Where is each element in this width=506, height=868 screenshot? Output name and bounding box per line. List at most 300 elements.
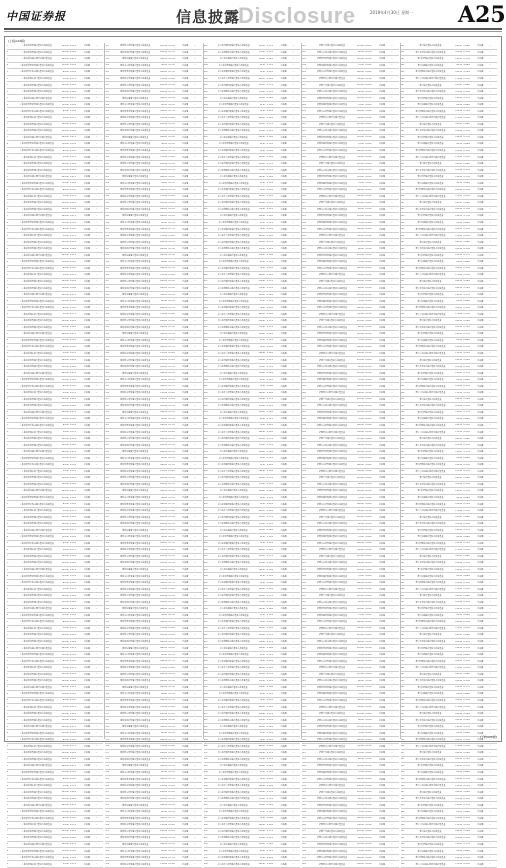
row-note: — <box>292 778 295 781</box>
row-note: — <box>292 372 295 375</box>
row-fund-name: 嘉实多元收益债券型证券投资基金 <box>415 169 446 172</box>
row-status: 已披露 <box>280 654 287 657</box>
row-seq: 402 <box>203 601 208 604</box>
row-share: 0.28% <box>463 712 470 715</box>
row-fund-name: 嘉实丰益纯债定期开放债券型基金 <box>415 431 446 434</box>
row-status: 已披露 <box>477 830 484 833</box>
row-status: 已披露 <box>280 562 287 565</box>
row-amount: 250.00 <box>160 241 168 244</box>
row-seq: 402 <box>203 129 208 132</box>
row-status: 已披露 <box>379 542 386 545</box>
row-share: 0.18% <box>70 797 77 800</box>
row-fund-name: 建信稳定增利债券型证券投资基金 <box>120 241 151 244</box>
row-note: — <box>193 810 196 813</box>
row-status: 已披露 <box>83 785 90 788</box>
row-fund-name: 招商产业债券型证券投资基金 <box>319 634 346 637</box>
row-fund-name: 招商安本增利债券型证券投资基金 <box>317 739 348 742</box>
row-status: 已披露 <box>83 307 90 310</box>
row-seq: 401 <box>203 751 208 754</box>
row-note: — <box>489 548 492 551</box>
row-status: 已披露 <box>83 91 90 94</box>
row-amount: 250.00 <box>160 280 168 283</box>
row-amount: 65.00 <box>456 692 463 695</box>
row-fund-name: 建信信用增强债券型证券投资基金 <box>120 778 151 781</box>
row-amount: 140.00 <box>160 463 168 466</box>
row-share: 0.11% <box>70 745 77 748</box>
row-seq: 602 <box>302 601 307 604</box>
row-fund-name: 嘉实债券型证券投资基金 <box>419 516 442 519</box>
row-seq: 201 <box>105 398 110 401</box>
row-status: 已披露 <box>182 510 189 513</box>
row-amount: 160.00 <box>258 706 266 708</box>
row-note: — <box>95 169 98 172</box>
row-amount: 105.00 <box>455 208 463 211</box>
row-note: — <box>95 503 98 506</box>
row-note: — <box>390 476 393 479</box>
row-note: — <box>390 588 393 591</box>
row-share: 0.22% <box>463 627 470 630</box>
row-note: — <box>292 732 295 735</box>
row-status: 已披露 <box>182 215 189 218</box>
row-note: — <box>292 90 295 93</box>
row-status: 已披露 <box>182 529 189 532</box>
row-share: 0.28% <box>463 594 470 597</box>
row-fund-name: 嘉实多元收益债券型证券投资基金 <box>415 248 446 251</box>
row-note: — <box>193 706 196 708</box>
row-amount: 200.00 <box>61 712 69 715</box>
row-seq: 804 <box>400 732 405 735</box>
row-status: 已披露 <box>182 104 189 107</box>
row-status: 已披露 <box>182 438 189 441</box>
row-amount: 175.00 <box>455 156 463 159</box>
row-amount: 160.00 <box>258 627 266 630</box>
row-share: 0.27% <box>266 162 274 165</box>
row-status: 已披露 <box>83 130 90 133</box>
row-share: 0.17% <box>463 450 470 453</box>
row-note: — <box>489 810 492 813</box>
row-note: — <box>292 463 295 466</box>
row-note: — <box>95 228 98 231</box>
row-seq: 206 <box>105 588 110 591</box>
row-status: 已披露 <box>477 863 484 866</box>
row-fund-name: 嘉实纯债债券型证券投资基金 <box>417 222 444 225</box>
row-share: 0.26% <box>365 516 372 519</box>
row-share: 0.31% <box>168 516 175 519</box>
row-seq: 404 <box>203 221 208 224</box>
row-amount: 190.00 <box>356 627 364 630</box>
row-amount: 110.00 <box>160 431 168 434</box>
row-amount: 200.00 <box>61 359 69 362</box>
row-note: — <box>489 738 492 741</box>
row-status: 已披露 <box>83 261 90 264</box>
row-share: 0.20% <box>266 352 274 355</box>
section-title-english: Disclosure <box>238 3 356 28</box>
row-status: 已披露 <box>83 280 90 283</box>
row-note: — <box>292 614 295 617</box>
row-status: 已披露 <box>182 254 189 257</box>
row-share: 0.15% <box>365 372 372 375</box>
row-amount: 210.00 <box>356 398 364 401</box>
row-share: 0.13% <box>463 365 470 368</box>
row-share: 0.20% <box>266 823 274 826</box>
row-seq: 805 <box>400 267 405 270</box>
row-status: 已披露 <box>379 464 386 467</box>
row-seq: 606 <box>302 509 307 512</box>
row-amount: 120.00 <box>61 535 69 538</box>
row-fund-name: 招商信用添利债券型证券投资基金 <box>317 136 348 139</box>
row-amount: 210.00 <box>356 673 364 676</box>
row-share: 0.19% <box>463 778 470 781</box>
row-amount: 300.00 <box>61 372 69 375</box>
row-amount: 70.00 <box>358 260 364 263</box>
row-status: 已披露 <box>182 189 189 192</box>
row-status: 已披露 <box>83 64 90 67</box>
row-share: 0.15% <box>70 535 77 538</box>
row-fund-name: 工银瑞信双利债券型证券投资基金 <box>21 287 52 290</box>
row-share: 0.37% <box>70 804 77 807</box>
row-fund-name: 易方达岁丰添利债券型证券投资基金 <box>217 117 250 120</box>
row-fund-name: 工银瑞信保本混合型证券投资基金 <box>21 235 52 238</box>
row-note: — <box>489 306 492 309</box>
row-status: 已披露 <box>379 110 386 113</box>
row-fund-name: 招商安心收益债券型证券投资基金 <box>317 169 348 172</box>
row-status: 已披露 <box>182 483 189 486</box>
row-note: — <box>390 483 393 486</box>
row-fund-name: 建信信用增强债券型证券投资基金 <box>120 660 151 663</box>
row-seq: 406 <box>203 548 208 551</box>
row-amount: 150.00 <box>61 129 69 132</box>
row-fund-name: 易方达信用债债券型证券投资基金 <box>218 575 249 578</box>
row-note: — <box>390 823 393 826</box>
row-fund-name: 招商信用添利债券型证券投资基金 <box>317 608 348 611</box>
row-fund-name: 嘉实丰益纯债定期开放债券型基金 <box>415 313 446 316</box>
row-share: 0.37% <box>70 293 77 296</box>
row-amount: 145.00 <box>356 463 364 466</box>
row-amount: 145.00 <box>356 856 364 859</box>
row-status: 已披露 <box>477 444 484 447</box>
row-fund-name: 易方达岁丰添利债券型证券投资基金 <box>217 863 250 866</box>
row-fund-name: 建信纯债债券型证券投资基金 <box>122 215 149 218</box>
row-seq: 404 <box>203 810 208 813</box>
row-note: — <box>193 633 196 636</box>
row-note: — <box>292 607 295 610</box>
row-seq: 401 <box>203 791 208 794</box>
row-share: 0.25% <box>70 201 77 204</box>
row-share: 0.11% <box>70 77 77 80</box>
row-fund-name: 工银瑞信四季收益债券型证券投资基金 <box>19 110 54 113</box>
row-share: 0.18% <box>70 247 77 250</box>
row-amount: 65.00 <box>456 732 463 735</box>
row-status: 已披露 <box>83 359 90 362</box>
row-note: — <box>95 339 98 342</box>
row-fund-name: 招商产业债券型证券投资基金 <box>319 438 346 441</box>
row-note: — <box>390 751 393 754</box>
row-seq: 401 <box>203 398 208 401</box>
row-fund-name: 易方达稳健收益债券型证券投资基金 <box>217 758 250 761</box>
row-amount: 135.00 <box>455 529 463 532</box>
row-share: 0.16% <box>266 568 274 571</box>
row-seq: 5 <box>7 228 9 231</box>
row-status: 已披露 <box>280 58 287 61</box>
row-note: — <box>193 129 196 132</box>
row-seq: 205 <box>105 699 110 702</box>
row-amount: 220.00 <box>258 437 266 440</box>
row-fund-name: 工银瑞信纯债定期开放债券型基金 <box>21 726 52 729</box>
row-status: 已披露 <box>477 45 484 48</box>
row-status: 已披露 <box>280 601 287 604</box>
row-amount: 120.00 <box>61 653 69 656</box>
row-note: — <box>193 823 196 826</box>
row-note: — <box>292 188 295 191</box>
row-seq: 202 <box>105 719 110 722</box>
row-note: — <box>390 110 393 113</box>
row-status: 已披露 <box>379 136 386 139</box>
row-status: 已披露 <box>477 333 484 336</box>
row-share: 0.10% <box>70 188 77 191</box>
row-status: 已披露 <box>280 758 287 761</box>
row-status: 已披露 <box>182 300 189 303</box>
row-seq: 604 <box>302 850 307 853</box>
row-share: 0.10% <box>365 561 372 564</box>
row-amount: 60.00 <box>161 653 168 656</box>
row-note: — <box>193 817 196 820</box>
row-seq: 2 <box>7 758 9 761</box>
row-amount: 145.00 <box>356 660 364 663</box>
row-amount: 200.00 <box>61 319 69 322</box>
row-seq: 601 <box>302 791 307 794</box>
row-note: — <box>390 431 393 434</box>
row-amount: 155.00 <box>455 503 463 506</box>
row-status: 已披露 <box>83 58 90 61</box>
row-fund-name: 易方达双债增强债券型证券投资基金 <box>217 267 250 270</box>
row-status: 已披露 <box>280 627 287 630</box>
row-share: 0.25% <box>70 123 77 126</box>
row-fund-name: 易方达双债增强债券型证券投资基金 <box>217 660 250 663</box>
row-amount: 135.00 <box>455 293 463 296</box>
row-fund-name: 招商稳祥定期开放债券型基金 <box>319 274 346 277</box>
row-fund-name: 易方达稳健收益债券型证券投资基金 <box>217 208 250 211</box>
row-note: — <box>489 424 492 427</box>
row-seq: 601 <box>302 594 307 597</box>
row-fund-name: 易方达信用债债券型证券投资基金 <box>218 811 249 814</box>
row-status: 已披露 <box>280 490 287 493</box>
row-share: 0.14% <box>168 391 175 394</box>
row-share: 0.25% <box>70 751 77 754</box>
row-share: 0.19% <box>463 581 470 584</box>
row-amount: 140.00 <box>160 542 168 545</box>
row-amount: 95.00 <box>259 260 266 263</box>
row-note: — <box>95 640 98 643</box>
row-fund-name: 工银瑞信添利债券型证券投资基金 <box>21 45 52 48</box>
row-seq: 405 <box>203 267 208 270</box>
row-fund-name: 建信双息红利债券型证券投资基金 <box>120 326 151 329</box>
row-note: — <box>390 561 393 564</box>
row-status: 已披露 <box>182 621 189 624</box>
row-share: 0.31% <box>168 633 175 636</box>
row-amount: 190.00 <box>356 863 364 866</box>
row-seq: 405 <box>203 149 208 152</box>
row-fund-name: 易方达纯债债券型证券投资基金 <box>219 686 248 689</box>
row-note: — <box>489 719 492 722</box>
row-share: 0.10% <box>70 110 77 113</box>
row-share: 0.10% <box>70 424 77 427</box>
row-note: — <box>390 575 393 578</box>
row-note: — <box>95 856 98 859</box>
row-fund-name: 建信双息红利债券型证券投资基金 <box>120 562 151 565</box>
row-share: 0.18% <box>365 110 372 113</box>
row-amount: 100.00 <box>160 208 168 211</box>
row-seq: 204 <box>105 260 110 263</box>
row-status: 已披露 <box>477 713 484 716</box>
row-note: — <box>390 437 393 440</box>
row-share: 0.10% <box>365 326 372 329</box>
row-seq: 606 <box>302 273 307 276</box>
row-fund-name: 嘉实稳固收益债券型证券投资基金 <box>415 307 446 310</box>
row-note: — <box>390 653 393 656</box>
row-share: 0.18% <box>365 345 372 348</box>
row-fund-name: 易方达稳健收益债券型证券投资基金 <box>217 444 250 447</box>
row-amount: 95.00 <box>259 378 266 381</box>
row-seq: 6 <box>7 352 9 355</box>
row-note: — <box>390 706 393 708</box>
row-amount: 175.00 <box>455 195 463 198</box>
row-amount: 180.00 <box>160 411 168 414</box>
row-status: 已披露 <box>83 660 90 663</box>
row-amount: 70.00 <box>358 103 364 106</box>
row-status: 已披露 <box>182 235 189 238</box>
row-amount: 250.00 <box>160 437 168 440</box>
row-fund-name: 招商安心收益债券型证券投资基金 <box>317 798 348 801</box>
row-amount: 250.00 <box>160 594 168 597</box>
row-seq: 4 <box>7 535 9 538</box>
row-amount: 65.00 <box>456 810 463 813</box>
row-seq: 401 <box>203 319 208 322</box>
row-share: 0.17% <box>463 136 470 139</box>
row-note: — <box>95 90 98 93</box>
row-seq: 404 <box>203 771 208 774</box>
row-amount: 160.00 <box>258 745 266 748</box>
row-amount: 160.00 <box>258 431 266 434</box>
row-seq: 804 <box>400 692 405 695</box>
row-note: — <box>292 588 295 591</box>
row-status: 已披露 <box>280 222 287 225</box>
row-seq: 801 <box>400 437 405 440</box>
row-seq: 805 <box>400 620 405 623</box>
row-fund-name: 易方达岁丰添利债券型证券投资基金 <box>217 78 250 80</box>
row-share: 0.17% <box>168 306 175 309</box>
row-seq: 805 <box>400 463 405 466</box>
row-status: 已披露 <box>379 150 386 153</box>
row-fund-name: 建信稳定增利债券型证券投资基金 <box>120 123 151 126</box>
row-note: — <box>390 103 393 106</box>
row-share: 0.21% <box>266 561 274 564</box>
row-share: 0.20% <box>266 784 274 787</box>
row-amount: 125.00 <box>356 450 364 453</box>
row-amount: 80.00 <box>62 385 69 388</box>
row-share: 0.25% <box>70 476 77 479</box>
row-share: 0.20% <box>266 234 274 237</box>
row-seq: 402 <box>203 365 208 368</box>
row-seq: 805 <box>400 110 405 113</box>
row-amount: 70.00 <box>358 614 364 617</box>
row-status: 已披露 <box>379 78 386 80</box>
row-share: 0.13% <box>463 444 470 447</box>
row-fund-name: 易方达增强回报债券型证券投资基金 <box>217 359 250 362</box>
row-share: 0.28% <box>463 398 470 401</box>
row-share: 0.10% <box>365 169 372 172</box>
row-status: 已披露 <box>280 117 287 120</box>
row-note: — <box>489 326 492 329</box>
row-fund-name: 建信安心回报债券型证券投资基金 <box>120 850 151 853</box>
row-amount: 135.00 <box>455 175 463 178</box>
row-status: 已披露 <box>83 136 90 139</box>
row-status: 已披露 <box>477 785 484 788</box>
row-status: 已披露 <box>477 667 484 670</box>
row-status: 已披露 <box>83 667 90 670</box>
row-seq: 403 <box>203 647 208 650</box>
row-seq: 5 <box>7 306 9 309</box>
row-amount: 130.00 <box>258 686 266 689</box>
row-status: 已披露 <box>182 824 189 827</box>
row-fund-name: 易方达岁丰添利债券型证券投资基金 <box>217 785 250 788</box>
row-amount: 150.00 <box>61 51 69 54</box>
row-note: — <box>292 123 295 126</box>
row-note: — <box>193 398 196 401</box>
row-status: 已披露 <box>83 195 90 198</box>
row-note: — <box>390 90 393 93</box>
row-seq: 201 <box>105 830 110 833</box>
row-seq: 205 <box>105 856 110 859</box>
row-share: 0.37% <box>70 529 77 532</box>
row-seq: 405 <box>203 699 208 702</box>
row-status: 已披露 <box>280 608 287 611</box>
row-note: — <box>193 732 196 735</box>
row-status: 已披露 <box>182 182 189 185</box>
row-seq: 403 <box>203 725 208 728</box>
row-share: 0.19% <box>463 620 470 623</box>
row-fund-name: 易方达增强回报债券型证券投资基金 <box>217 516 250 519</box>
row-fund-name: 招商安心收益债券型证券投资基金 <box>317 641 348 644</box>
row-status: 已披露 <box>83 739 90 742</box>
row-share: 0.08% <box>463 417 470 420</box>
row-share: 0.27% <box>266 319 274 322</box>
row-status: 已披露 <box>182 549 189 552</box>
row-seq: 801 <box>400 594 405 597</box>
row-amount: 220.00 <box>258 280 266 283</box>
row-seq: 601 <box>302 633 307 636</box>
row-share: 0.25% <box>70 594 77 597</box>
row-seq: 201 <box>105 84 110 87</box>
row-fund-name: 易方达双债增强债券型证券投资基金 <box>217 857 250 860</box>
row-amount: 160.00 <box>258 470 266 473</box>
row-amount: 210.00 <box>356 633 364 636</box>
row-status: 已披露 <box>83 706 90 709</box>
row-note: — <box>95 417 98 420</box>
row-share: 0.21% <box>266 719 274 722</box>
row-seq: 206 <box>105 352 110 355</box>
row-share: 0.18% <box>70 483 77 486</box>
row-note: — <box>390 614 393 617</box>
row-seq: 803 <box>400 97 405 100</box>
row-share: 0.15% <box>70 417 77 420</box>
row-note: — <box>390 77 393 80</box>
row-fund-name: 嘉实纯债债券型证券投资基金 <box>417 379 444 382</box>
row-status: 已披露 <box>477 280 484 283</box>
row-share: 0.19% <box>463 306 470 309</box>
row-seq: 402 <box>203 836 208 839</box>
row-amount: 60.00 <box>161 810 168 813</box>
row-amount: 60.00 <box>161 692 168 695</box>
